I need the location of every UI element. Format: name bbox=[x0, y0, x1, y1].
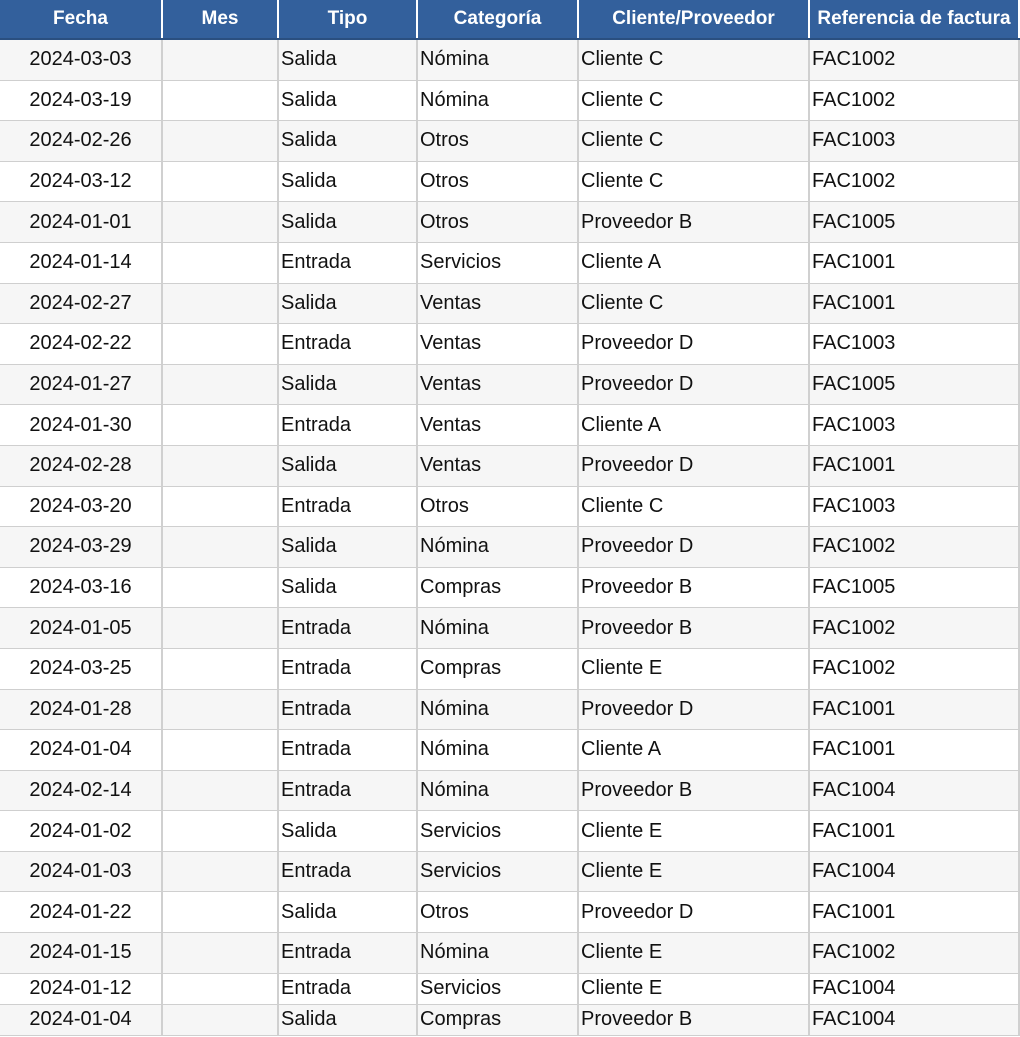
cell-cliente-proveedor[interactable]: Proveedor D bbox=[579, 446, 810, 486]
cell-mes[interactable] bbox=[163, 487, 279, 527]
cell-tipo[interactable]: Salida bbox=[279, 1005, 418, 1035]
cell-categoria[interactable]: Ventas bbox=[418, 324, 579, 364]
cell-tipo[interactable]: Salida bbox=[279, 40, 418, 80]
cell-mes[interactable] bbox=[163, 81, 279, 121]
cell-referencia[interactable]: FAC1003 bbox=[810, 324, 1020, 364]
table-row bbox=[0, 81, 1020, 122]
cell-fecha[interactable]: 2024-02-27 bbox=[0, 284, 163, 324]
cell-categoria[interactable]: Ventas bbox=[418, 446, 579, 486]
cell-fecha[interactable]: 2024-01-03 bbox=[0, 852, 163, 892]
cell-mes[interactable] bbox=[163, 892, 279, 932]
table-row bbox=[0, 324, 1020, 365]
cell-categoria[interactable]: Nómina bbox=[418, 81, 579, 121]
cell-mes[interactable] bbox=[163, 405, 279, 445]
cell-fecha[interactable]: 2024-02-26 bbox=[0, 121, 163, 161]
cell-tipo[interactable]: Salida bbox=[279, 365, 418, 405]
cell-categoria[interactable]: Otros bbox=[418, 487, 579, 527]
cell-referencia[interactable]: FAC1005 bbox=[810, 568, 1020, 608]
cell-mes[interactable] bbox=[163, 527, 279, 567]
cell-cliente-proveedor[interactable]: Cliente A bbox=[579, 243, 810, 283]
cell-referencia[interactable]: FAC1004 bbox=[810, 1005, 1020, 1035]
cell-referencia[interactable]: FAC1001 bbox=[810, 690, 1020, 730]
cell-mes[interactable] bbox=[163, 446, 279, 486]
cell-mes[interactable] bbox=[163, 933, 279, 973]
cell-cliente-proveedor[interactable]: Cliente E bbox=[579, 649, 810, 689]
cell-cliente-proveedor[interactable]: Cliente C bbox=[579, 162, 810, 202]
table-body bbox=[0, 40, 1020, 1036]
cell-mes[interactable] bbox=[163, 365, 279, 405]
cell-referencia[interactable]: FAC1001 bbox=[810, 284, 1020, 324]
table-row bbox=[0, 771, 1020, 812]
cell-cliente-proveedor[interactable]: Cliente C bbox=[579, 487, 810, 527]
cell-mes[interactable] bbox=[163, 1005, 279, 1035]
cell-referencia[interactable]: FAC1004 bbox=[810, 771, 1020, 811]
cell-mes[interactable] bbox=[163, 162, 279, 202]
table-row bbox=[0, 487, 1020, 528]
cell-tipo[interactable]: Entrada bbox=[279, 933, 418, 973]
cell-mes[interactable] bbox=[163, 852, 279, 892]
cell-tipo[interactable]: Entrada bbox=[279, 690, 418, 730]
cell-mes[interactable] bbox=[163, 690, 279, 730]
cell-categoria[interactable]: Servicios bbox=[418, 852, 579, 892]
cell-tipo[interactable]: Salida bbox=[279, 162, 418, 202]
cell-mes[interactable] bbox=[163, 324, 279, 364]
cell-fecha[interactable]: 2024-01-01 bbox=[0, 202, 163, 242]
cell-mes[interactable] bbox=[163, 568, 279, 608]
cell-cliente-proveedor[interactable]: Cliente C bbox=[579, 81, 810, 121]
cell-cliente-proveedor[interactable]: Proveedor B bbox=[579, 771, 810, 811]
column-header-referencia[interactable]: Referencia de factura bbox=[810, 0, 1020, 38]
cell-referencia[interactable]: FAC1003 bbox=[810, 121, 1020, 161]
cell-cliente-proveedor[interactable]: Cliente E bbox=[579, 974, 810, 1004]
table-row bbox=[0, 202, 1020, 243]
cell-categoria[interactable]: Nómina bbox=[418, 933, 579, 973]
cell-tipo[interactable]: Salida bbox=[279, 81, 418, 121]
cell-mes[interactable] bbox=[163, 121, 279, 161]
table-row bbox=[0, 365, 1020, 406]
cell-fecha[interactable]: 2024-02-28 bbox=[0, 446, 163, 486]
cell-tipo[interactable]: Entrada bbox=[279, 730, 418, 770]
column-header-mes[interactable]: Mes bbox=[163, 0, 279, 38]
cell-referencia[interactable]: FAC1001 bbox=[810, 811, 1020, 851]
cell-categoria[interactable]: Nómina bbox=[418, 771, 579, 811]
cell-referencia[interactable]: FAC1002 bbox=[810, 81, 1020, 121]
cell-fecha[interactable]: 2024-03-12 bbox=[0, 162, 163, 202]
cell-tipo[interactable]: Salida bbox=[279, 202, 418, 242]
cell-mes[interactable] bbox=[163, 974, 279, 1004]
cell-fecha[interactable]: 2024-02-22 bbox=[0, 324, 163, 364]
cell-cliente-proveedor[interactable]: Cliente E bbox=[579, 811, 810, 851]
table-row bbox=[0, 933, 1020, 974]
cell-cliente-proveedor[interactable]: Cliente C bbox=[579, 284, 810, 324]
cell-fecha[interactable]: 2024-03-03 bbox=[0, 40, 163, 80]
cell-fecha[interactable]: 2024-01-28 bbox=[0, 690, 163, 730]
cell-mes[interactable] bbox=[163, 202, 279, 242]
cell-mes[interactable] bbox=[163, 243, 279, 283]
cell-categoria[interactable]: Ventas bbox=[418, 284, 579, 324]
cell-fecha[interactable]: 2024-03-25 bbox=[0, 649, 163, 689]
cell-tipo[interactable]: Salida bbox=[279, 284, 418, 324]
cell-referencia[interactable]: FAC1005 bbox=[810, 202, 1020, 242]
table-row bbox=[0, 1005, 1020, 1036]
cell-fecha[interactable]: 2024-01-04 bbox=[0, 1005, 163, 1035]
cell-referencia[interactable]: FAC1002 bbox=[810, 649, 1020, 689]
cell-cliente-proveedor[interactable]: Cliente A bbox=[579, 405, 810, 445]
table-row bbox=[0, 852, 1020, 893]
cell-cliente-proveedor[interactable]: Proveedor D bbox=[579, 324, 810, 364]
cell-referencia[interactable]: FAC1001 bbox=[810, 243, 1020, 283]
cell-referencia[interactable]: FAC1004 bbox=[810, 974, 1020, 1004]
cell-categoria[interactable]: Ventas bbox=[418, 365, 579, 405]
cell-categoria[interactable]: Nómina bbox=[418, 730, 579, 770]
table-row bbox=[0, 568, 1020, 609]
cell-referencia[interactable]: FAC1002 bbox=[810, 608, 1020, 648]
cell-cliente-proveedor[interactable]: Cliente E bbox=[579, 852, 810, 892]
column-header-categoria[interactable]: Categoría bbox=[418, 0, 579, 38]
cell-cliente-proveedor[interactable]: Proveedor D bbox=[579, 892, 810, 932]
table-row bbox=[0, 405, 1020, 446]
cell-mes[interactable] bbox=[163, 40, 279, 80]
cell-mes[interactable] bbox=[163, 730, 279, 770]
cell-fecha[interactable]: 2024-01-22 bbox=[0, 892, 163, 932]
cell-mes[interactable] bbox=[163, 771, 279, 811]
table-row bbox=[0, 811, 1020, 852]
cell-fecha[interactable]: 2024-01-27 bbox=[0, 365, 163, 405]
cell-categoria[interactable]: Compras bbox=[418, 649, 579, 689]
cell-categoria[interactable]: Servicios bbox=[418, 811, 579, 851]
cell-fecha[interactable]: 2024-01-02 bbox=[0, 811, 163, 851]
table-row bbox=[0, 40, 1020, 81]
cell-categoria[interactable]: Compras bbox=[418, 1005, 579, 1035]
table-row bbox=[0, 243, 1020, 284]
table-header bbox=[0, 0, 1020, 40]
cell-mes[interactable] bbox=[163, 649, 279, 689]
cell-fecha[interactable]: 2024-03-29 bbox=[0, 527, 163, 567]
cell-referencia[interactable]: FAC1004 bbox=[810, 852, 1020, 892]
cell-categoria[interactable]: Compras bbox=[418, 568, 579, 608]
cell-tipo[interactable]: Entrada bbox=[279, 649, 418, 689]
cell-cliente-proveedor[interactable]: Proveedor B bbox=[579, 1005, 810, 1035]
cell-mes[interactable] bbox=[163, 608, 279, 648]
cell-tipo[interactable]: Entrada bbox=[279, 405, 418, 445]
table-row bbox=[0, 121, 1020, 162]
cell-mes[interactable] bbox=[163, 284, 279, 324]
cell-tipo[interactable]: Entrada bbox=[279, 974, 418, 1004]
column-header-cliente-proveedor[interactable]: Cliente/Proveedor bbox=[579, 0, 810, 38]
cell-fecha[interactable]: 2024-02-14 bbox=[0, 771, 163, 811]
cell-tipo[interactable]: Salida bbox=[279, 811, 418, 851]
column-header-fecha[interactable]: Fecha bbox=[0, 0, 163, 38]
cell-referencia[interactable]: FAC1001 bbox=[810, 892, 1020, 932]
cell-fecha[interactable]: 2024-01-15 bbox=[0, 933, 163, 973]
cell-tipo[interactable]: Entrada bbox=[279, 608, 418, 648]
table-row bbox=[0, 284, 1020, 325]
table-row bbox=[0, 974, 1020, 1005]
cell-fecha[interactable]: 2024-01-30 bbox=[0, 405, 163, 445]
cell-tipo[interactable]: Salida bbox=[279, 568, 418, 608]
table-row bbox=[0, 649, 1020, 690]
column-header-tipo[interactable]: Tipo bbox=[279, 0, 418, 38]
cell-referencia[interactable]: FAC1001 bbox=[810, 730, 1020, 770]
cell-tipo[interactable]: Entrada bbox=[279, 243, 418, 283]
cell-cliente-proveedor[interactable]: Proveedor B bbox=[579, 568, 810, 608]
cell-referencia[interactable]: FAC1002 bbox=[810, 162, 1020, 202]
cell-categoria[interactable]: Otros bbox=[418, 892, 579, 932]
cell-referencia[interactable]: FAC1002 bbox=[810, 40, 1020, 80]
cell-tipo[interactable]: Entrada bbox=[279, 324, 418, 364]
cell-tipo[interactable]: Entrada bbox=[279, 487, 418, 527]
cell-referencia[interactable]: FAC1003 bbox=[810, 405, 1020, 445]
cell-fecha[interactable]: 2024-01-14 bbox=[0, 243, 163, 283]
cell-categoria[interactable]: Otros bbox=[418, 162, 579, 202]
cell-cliente-proveedor[interactable]: Proveedor D bbox=[579, 365, 810, 405]
cell-referencia[interactable]: FAC1002 bbox=[810, 527, 1020, 567]
cell-categoria[interactable]: Nómina bbox=[418, 690, 579, 730]
cell-categoria[interactable]: Ventas bbox=[418, 405, 579, 445]
cell-categoria[interactable]: Nómina bbox=[418, 40, 579, 80]
cell-referencia[interactable]: FAC1002 bbox=[810, 933, 1020, 973]
cell-categoria[interactable]: Servicios bbox=[418, 243, 579, 283]
cell-fecha[interactable]: 2024-01-12 bbox=[0, 974, 163, 1004]
cell-fecha[interactable]: 2024-03-20 bbox=[0, 487, 163, 527]
table-row bbox=[0, 608, 1020, 649]
table-row bbox=[0, 730, 1020, 771]
cell-tipo[interactable]: Salida bbox=[279, 527, 418, 567]
table-row bbox=[0, 690, 1020, 731]
cell-categoria[interactable]: Otros bbox=[418, 121, 579, 161]
table-row bbox=[0, 446, 1020, 487]
cell-tipo[interactable]: Salida bbox=[279, 892, 418, 932]
cell-cliente-proveedor[interactable]: Proveedor D bbox=[579, 690, 810, 730]
table-row bbox=[0, 892, 1020, 933]
cell-cliente-proveedor[interactable]: Proveedor B bbox=[579, 202, 810, 242]
cell-cliente-proveedor[interactable]: Cliente C bbox=[579, 40, 810, 80]
cell-tipo[interactable]: Salida bbox=[279, 446, 418, 486]
cell-referencia[interactable]: FAC1001 bbox=[810, 446, 1020, 486]
cell-cliente-proveedor[interactable]: Proveedor D bbox=[579, 527, 810, 567]
cell-categoria[interactable]: Otros bbox=[418, 202, 579, 242]
cell-mes[interactable] bbox=[163, 811, 279, 851]
cell-referencia[interactable]: FAC1005 bbox=[810, 365, 1020, 405]
cell-fecha[interactable]: 2024-03-19 bbox=[0, 81, 163, 121]
cell-fecha[interactable]: 2024-01-04 bbox=[0, 730, 163, 770]
cell-cliente-proveedor[interactable]: Cliente C bbox=[579, 121, 810, 161]
table-row bbox=[0, 162, 1020, 203]
cell-fecha[interactable]: 2024-01-05 bbox=[0, 608, 163, 648]
cell-tipo[interactable]: Entrada bbox=[279, 852, 418, 892]
cell-cliente-proveedor[interactable]: Cliente A bbox=[579, 730, 810, 770]
cell-tipo[interactable]: Salida bbox=[279, 121, 418, 161]
cell-categoria[interactable]: Servicios bbox=[418, 974, 579, 1004]
cell-tipo[interactable]: Entrada bbox=[279, 771, 418, 811]
cell-categoria[interactable]: Nómina bbox=[418, 608, 579, 648]
cell-cliente-proveedor[interactable]: Proveedor B bbox=[579, 608, 810, 648]
cell-cliente-proveedor[interactable]: Cliente E bbox=[579, 933, 810, 973]
cell-fecha[interactable]: 2024-03-16 bbox=[0, 568, 163, 608]
cell-categoria[interactable]: Nómina bbox=[418, 527, 579, 567]
cell-referencia[interactable]: FAC1003 bbox=[810, 487, 1020, 527]
table-row bbox=[0, 527, 1020, 568]
